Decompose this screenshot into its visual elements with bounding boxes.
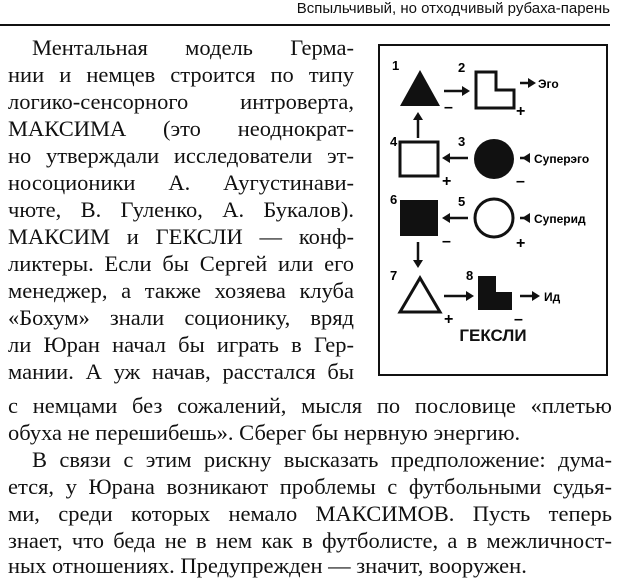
minus-sign: – [442,233,451,250]
arrow-head-icon [442,153,450,163]
function-number-2: 2 [458,60,466,75]
plus-sign: + [516,103,526,120]
text-line: нии и немцев строится по типу [8,62,354,87]
function-number-7: 7 [390,268,398,283]
running-header [0,0,610,26]
text-line: обуха не перешибешь». Сберег бы нервную энергию. [8,420,521,445]
function-number-6: 6 [390,192,398,207]
text-line: логико-сенсорного интроверта, [8,89,354,114]
filled-circle-icon [474,139,514,179]
socionics-model-figure [378,44,608,376]
running-title: Вспыльчивый, но отходчивый рубаха-парень [296,0,610,17]
text-line: мании. А уж начав, расстался бы [8,359,354,384]
outline-square-icon [400,142,438,176]
arrow-head-icon [462,86,470,96]
text-line: МАКСИМ и ГЕКСЛИ — конф- [8,224,354,249]
plus-sign: + [516,235,526,252]
text-line: знает, что беда не в нем как в футболисте, а в межличност- [8,528,612,553]
arrow-head-icon [442,213,450,223]
plus-sign: + [442,173,452,190]
text-line: менеджер, а также хозяева клуба [8,278,354,303]
minus-sign: – [444,99,453,116]
text-line: ется, у Юрана возникают проблемы с футбольными судья- [8,474,612,499]
text-line: ных отношениях. Предупрежден — значит, вооружен. [8,553,527,578]
label-superego: Суперэго [534,152,590,166]
plus-sign: + [444,311,454,328]
text-line: ли Юран начал бы играть в Гер- [8,332,354,357]
outline-circle-icon [475,199,513,237]
outline-triangle-icon [400,278,440,312]
function-number-8: 8 [466,268,474,283]
label-superid: Суперид [534,212,586,226]
arrow-head-icon [466,291,474,301]
function-number-5: 5 [458,194,466,209]
model-diagram [380,46,606,374]
label-ego: Эго [538,77,559,91]
function-number-4: 4 [390,134,398,149]
text-line: но утверждали исследователи эт- [8,143,354,168]
arrow-head-icon [522,153,530,163]
arrow-head-icon [413,112,423,120]
text-line: с немцами без сожалений, мысля по пословице «плетью [8,393,612,418]
arrow-head-icon [522,213,530,223]
label-id: Ид [544,290,561,304]
filled-triangle-icon [400,70,440,106]
arrow-head-icon [413,260,423,268]
figure-caption: ГЕКСЛИ [459,326,527,345]
arrow-head-icon [528,78,536,88]
text-line: ми, среди которых немало МАКСИМОВ. Пусть теперь [8,501,612,526]
text-line: ликтеры. Если бы Сергей или его [8,251,354,276]
minus-sign: – [514,311,523,328]
arrow-head-icon [532,291,540,301]
outline-l-shape-icon [476,72,514,108]
filled-square-icon [400,200,438,236]
function-number-1: 1 [392,58,400,73]
text-line: Ментальная модель Герма- [32,35,354,60]
text-line: «Бохум» знали соционику, вряд [8,305,354,330]
text-line: носоционики А. Аугустинави- [8,170,354,195]
text-line: МАКСИМА (это неоднократ- [8,116,354,141]
function-number-3: 3 [458,134,466,149]
text-line: В связи с этим рискну высказать предположение: дума- [32,447,612,472]
filled-l-shape-icon [478,276,512,310]
minus-sign: – [516,173,525,190]
text-line: чюте, В. Гуленко, А. Букалов). [8,197,354,222]
